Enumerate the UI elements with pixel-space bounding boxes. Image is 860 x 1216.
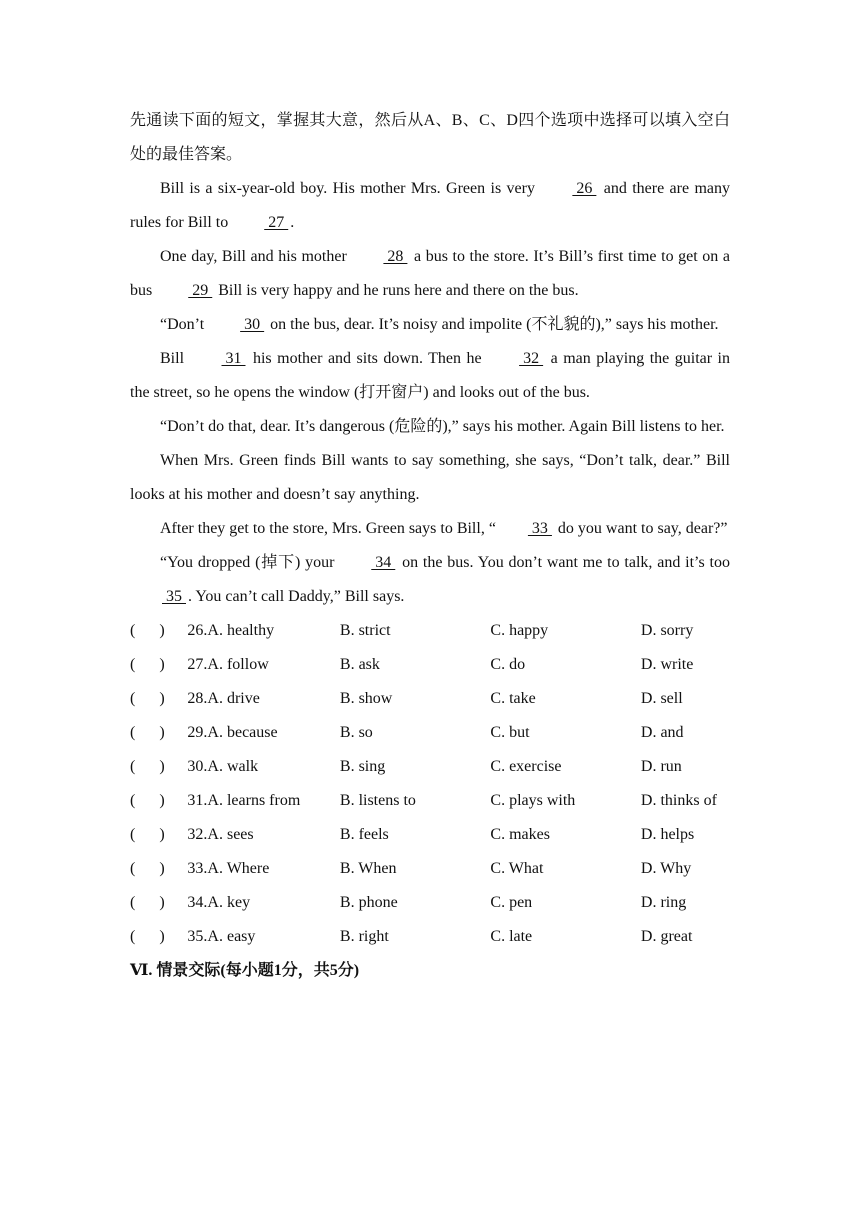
option-b: B. When [339, 860, 397, 877]
question-number: 34. [187, 894, 208, 911]
blank-number: 33 [527, 520, 552, 537]
question-row [130, 818, 730, 852]
question-number: 28. [187, 690, 208, 707]
answer-paren [130, 614, 187, 648]
option-a [187, 784, 339, 818]
question-row [130, 886, 730, 920]
answer-bracket[interactable]: ( ) [130, 860, 165, 877]
blank-number: 35 [162, 588, 186, 605]
question-number: 27. [187, 656, 208, 673]
passage-paragraph [130, 410, 730, 444]
question-number: 30. [187, 758, 208, 775]
option-a [187, 750, 339, 784]
option-d: D. write [640, 656, 694, 673]
passage-paragraph [130, 172, 730, 240]
option-b: B. ask [339, 656, 380, 673]
passage-text: a man playing the guitar in the street, so he opens the window (打开窗户) and looks out of the bus. [130, 350, 731, 401]
answer-paren [130, 886, 187, 920]
passage-text: do you want to say, dear?” [553, 520, 728, 537]
passage-text: Bill [160, 350, 190, 367]
answer-paren [130, 682, 187, 716]
passage-text: . [290, 214, 295, 231]
question-number: 29. [187, 724, 208, 741]
answer-bracket[interactable]: ( ) [130, 690, 165, 707]
option-a-text: A. sees [207, 826, 254, 843]
passage-paragraph [130, 444, 730, 512]
question-number: 26. [187, 622, 208, 639]
answer-paren [130, 852, 187, 886]
option-a-text: A. Where [207, 860, 270, 877]
question-row [130, 648, 730, 682]
option-a [187, 648, 339, 682]
answer-paren [130, 818, 187, 852]
section-heading: Ⅵ. 情景交际(每小题1分，共5分) [130, 962, 360, 979]
option-a [187, 852, 339, 886]
option-a-text: A. healthy [207, 622, 275, 639]
answer-bracket[interactable]: ( ) [130, 792, 165, 809]
answer-bracket[interactable]: ( ) [130, 622, 165, 639]
option-d: D. and [640, 724, 684, 741]
option-a-text: A. walk [207, 758, 259, 775]
answer-paren [130, 716, 187, 750]
passage-text: “Don’t do that, dear. It’s dangerous (危险的),” says his mother. Again Bill listens to her. [160, 418, 725, 435]
blank-number: 26 [572, 180, 597, 197]
passage-paragraph [130, 546, 730, 614]
option-c: C. but [490, 724, 530, 741]
answer-bracket[interactable]: ( ) [130, 758, 165, 775]
blank-number: 30 [240, 316, 265, 333]
blank-number: 28 [383, 248, 408, 265]
answer-paren [130, 750, 187, 784]
document-page [130, 104, 730, 988]
option-b: B. show [339, 690, 393, 707]
answer-bracket[interactable]: ( ) [130, 826, 165, 843]
option-d: D. sorry [640, 622, 694, 639]
option-d: D. run [640, 758, 682, 775]
question-row [130, 784, 730, 818]
option-c: C. exercise [490, 758, 562, 775]
option-a-text: A. key [207, 894, 251, 911]
option-d: D. great [640, 928, 693, 945]
option-d: D. Why [640, 860, 692, 877]
question-row [130, 852, 730, 886]
instructions: 先通读下面的短文，掌握其大意，然后从A、B、C、D四个选项中选择可以填入空白处的最佳答案。 [130, 112, 730, 163]
option-d: D. ring [640, 894, 687, 911]
question-number: 31. [187, 792, 208, 809]
question-row [130, 682, 730, 716]
option-c: C. pen [490, 894, 533, 911]
question-row [130, 750, 730, 784]
option-d: D. sell [640, 690, 683, 707]
option-b: B. right [339, 928, 389, 945]
blank-number: 29 [188, 282, 213, 299]
option-b: B. so [339, 724, 373, 741]
passage-text: When Mrs. Green finds Bill wants to say something, she says, “Don’t talk, dear.” Bill looks at his mother and doesn’t say anything. [130, 452, 730, 503]
question-number: 32. [187, 826, 208, 843]
option-a-text: A. follow [207, 656, 269, 673]
answer-bracket[interactable]: ( ) [130, 894, 165, 911]
question-row [130, 716, 730, 750]
option-a-text: A. drive [207, 690, 260, 707]
passage-text: and there are many rules for Bill to [130, 180, 731, 231]
option-c: C. happy [490, 622, 549, 639]
answer-paren [130, 648, 187, 682]
answer-bracket[interactable]: ( ) [130, 656, 165, 673]
option-b: B. listens to [339, 792, 416, 809]
answer-paren [130, 784, 187, 818]
option-b: B. sing [339, 758, 386, 775]
option-a [187, 682, 339, 716]
option-b: B. strict [339, 622, 391, 639]
passage [130, 172, 730, 614]
option-c: C. makes [490, 826, 550, 843]
passage-paragraph [130, 308, 730, 342]
option-a [187, 920, 339, 954]
option-d: D. helps [640, 826, 695, 843]
answer-paren [130, 920, 187, 954]
passage-text: a bus to the store. It’s Bill’s first time to get on a bus [130, 248, 730, 299]
passage-text: Bill is very happy and he runs here and there on the bus. [214, 282, 579, 299]
answer-bracket[interactable]: ( ) [130, 928, 165, 945]
passage-text: on the bus, dear. It’s noisy and impolite (不礼貌的),” says his mother. [266, 316, 719, 333]
option-c: C. What [490, 860, 544, 877]
option-a [187, 818, 339, 852]
blank-number: 31 [221, 350, 246, 367]
blank-number: 34 [371, 554, 396, 571]
blank-number: 27 [264, 214, 289, 231]
question-number: 35. [187, 928, 208, 945]
option-a-text: A. learns from [207, 792, 301, 809]
blank-number: 32 [519, 350, 544, 367]
passage-text: . You can’t call Daddy,” Bill says. [188, 588, 405, 605]
passage-text: “You dropped (掉下) your [160, 554, 340, 571]
option-c: C. plays with [490, 792, 576, 809]
option-a [187, 716, 339, 750]
passage-paragraph [130, 240, 730, 308]
option-d: D. thinks of [640, 792, 717, 809]
option-c: C. do [490, 656, 526, 673]
question-row [130, 614, 730, 648]
passage-text: After they get to the store, Mrs. Green says to Bill, “ [160, 520, 496, 537]
passage-text: his mother and sits down. Then he [247, 350, 488, 367]
option-a-text: A. easy [207, 928, 256, 945]
question-number: 33. [187, 860, 208, 877]
option-a-text: A. because [207, 724, 278, 741]
passage-text: “Don’t [160, 316, 209, 333]
option-a [187, 886, 339, 920]
answer-bracket[interactable]: ( ) [130, 724, 165, 741]
passage-paragraph [130, 342, 730, 410]
option-c: C. late [490, 928, 533, 945]
passage-text: Bill is a six-year-old boy. His mother Mrs. Green is very [160, 180, 541, 197]
option-b: B. feels [339, 826, 389, 843]
passage-text: on the bus. You don’t want me to talk, and it’s too [397, 554, 730, 571]
option-b: B. phone [339, 894, 398, 911]
option-a [187, 614, 339, 648]
option-c: C. take [490, 690, 536, 707]
passage-paragraph [130, 512, 730, 546]
question-options [130, 614, 730, 954]
passage-text: One day, Bill and his mother [160, 248, 352, 265]
question-row [130, 920, 730, 954]
